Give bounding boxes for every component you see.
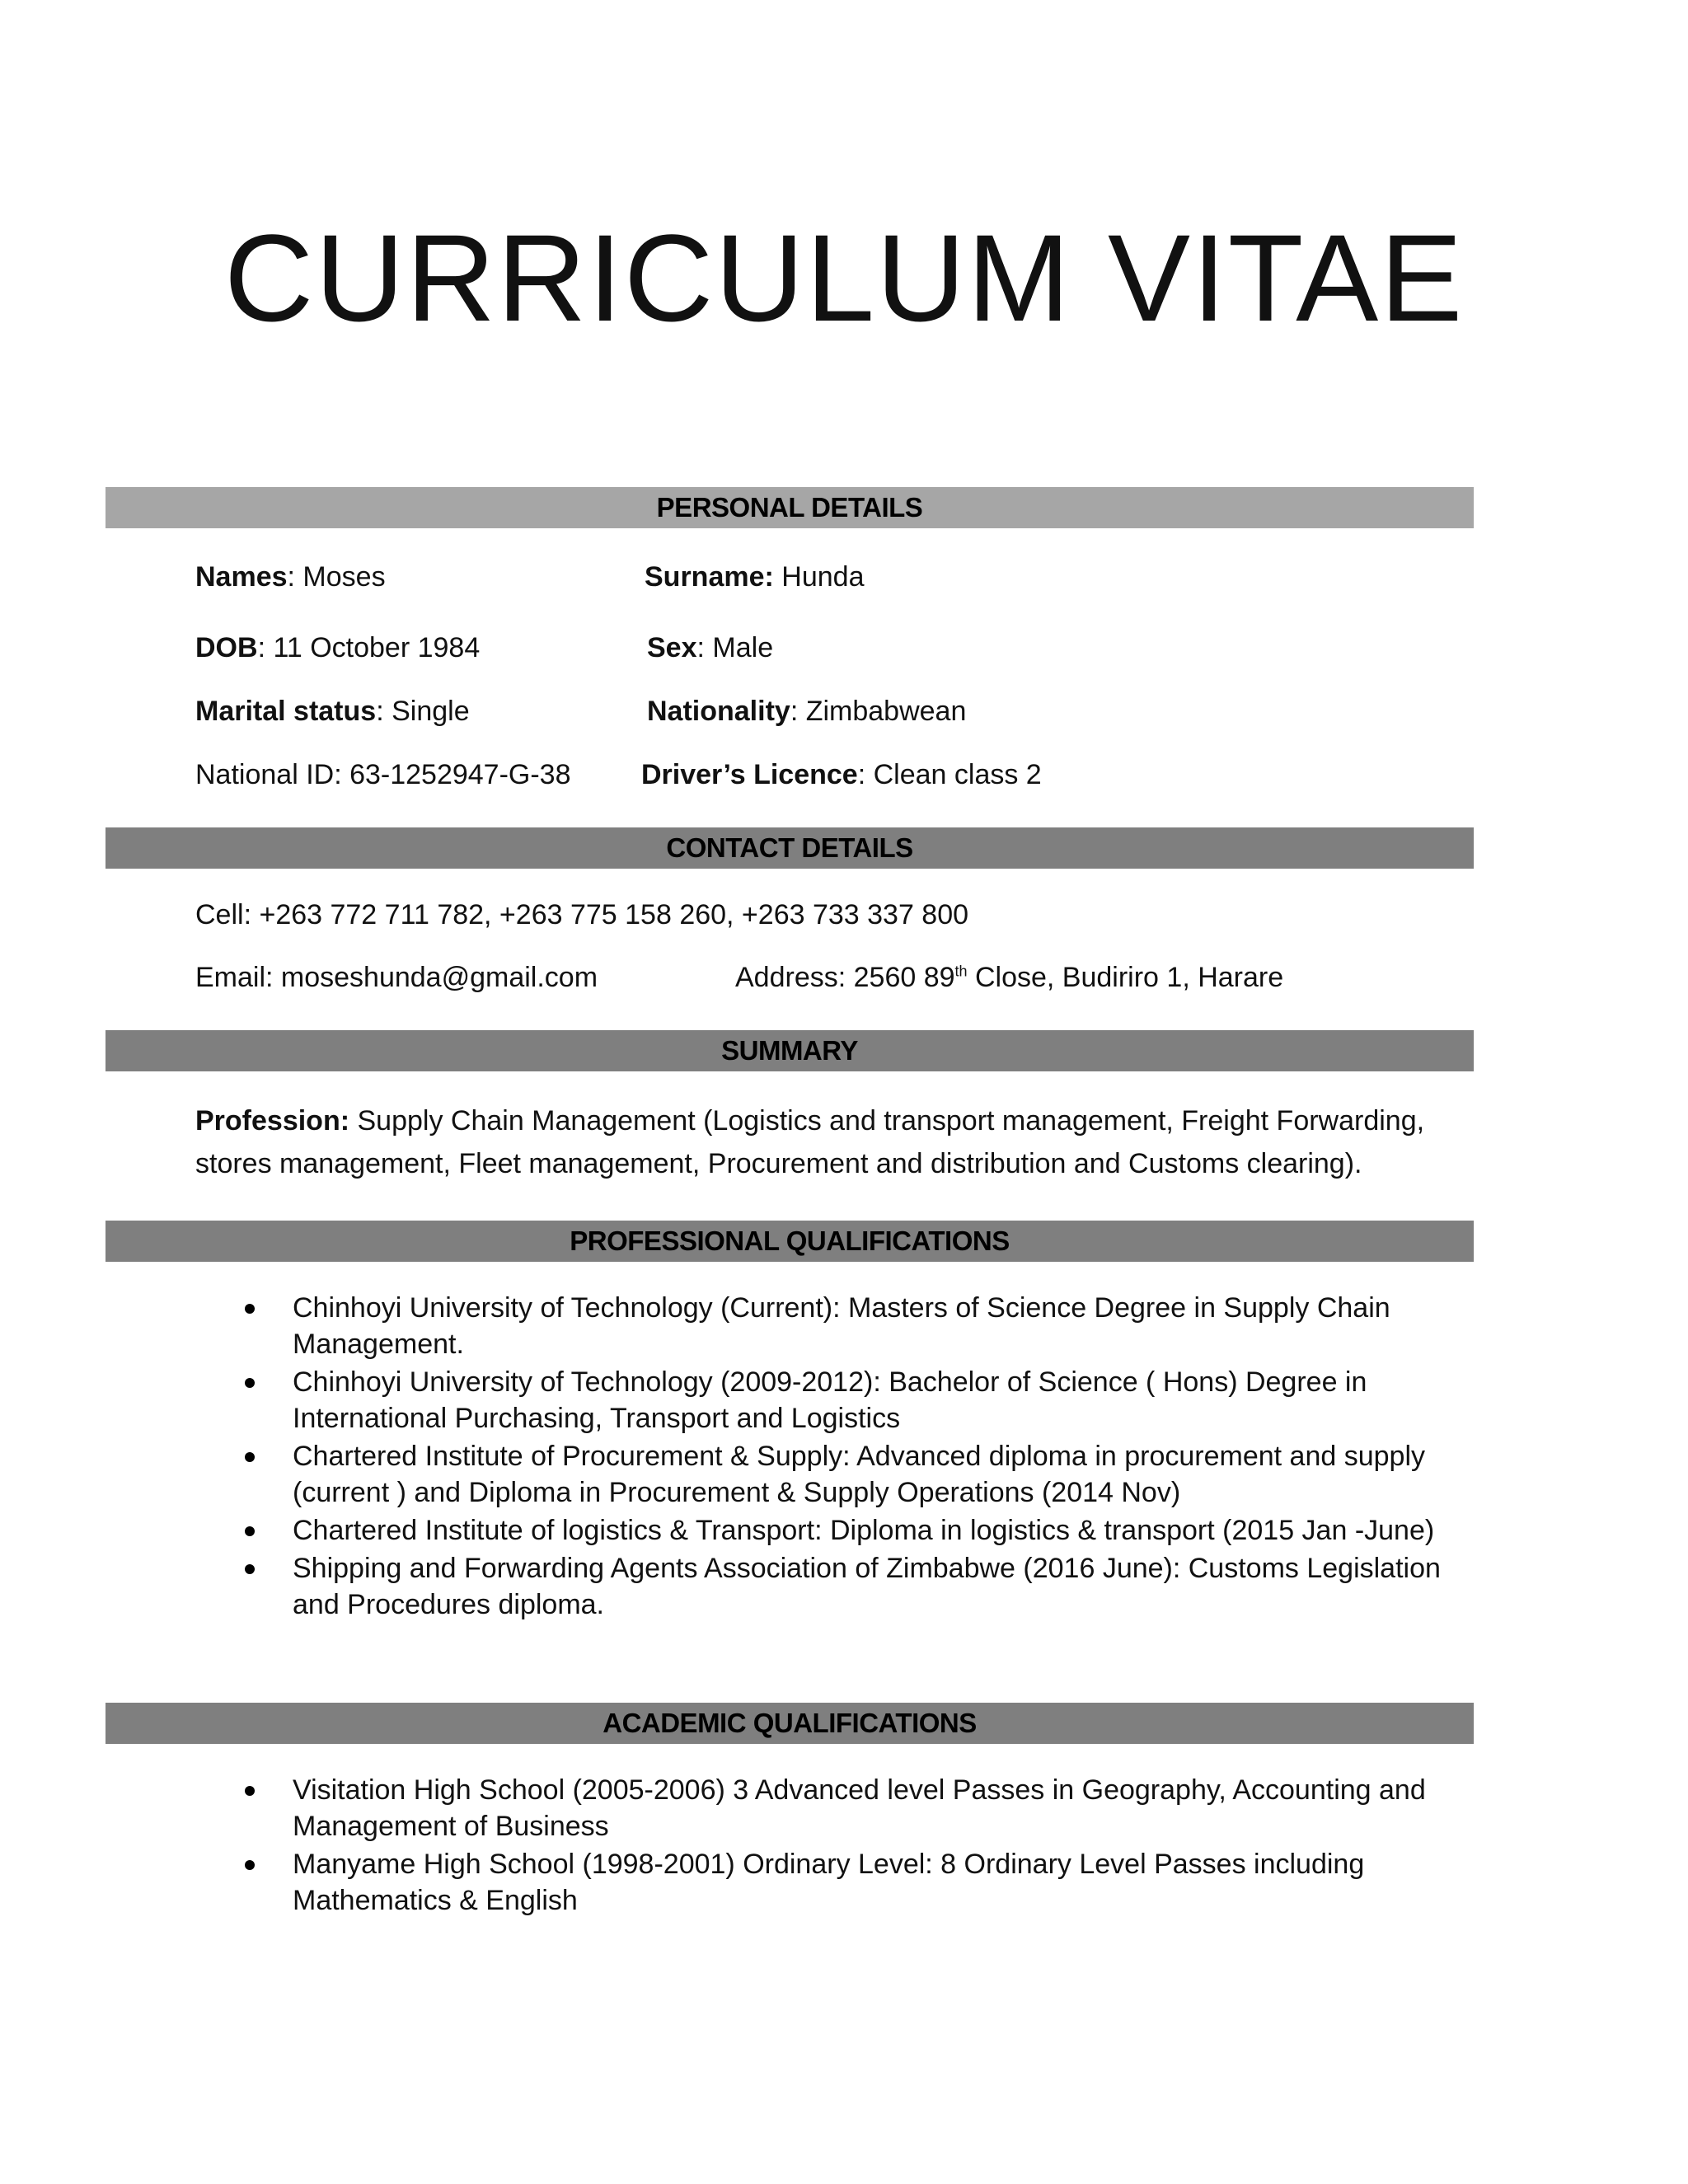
list-item [195,1512,1481,1549]
dob-value: 11 October 1984 [273,632,481,663]
drivers-licence-field: Driver’s Licence: Clean class 2 [641,759,1042,790]
list-item [195,1364,1481,1436]
list-item-text: Chinhoyi University of Technology (Current): Masters of Science Degree in Supply Chain Management. [293,1292,1390,1360]
drivers-licence-label: Driver’s Licence [641,759,858,790]
section-header-personal-details: PERSONAL DETAILS [106,487,1474,528]
profession-label: Profession: [195,1105,350,1137]
list-item-text: Chartered Institute of logistics & Transport: Diploma in logistics & transport (2015 Jan -June) [293,1515,1435,1546]
bullet-icon [245,1526,255,1536]
dob-field: DOB: 11 October 1984 [195,632,481,663]
academic-qualifications-list [195,1772,1481,1920]
list-item-text: Manyame High School (1998-2001) Ordinary Level: 8 Ordinary Level Passes including Mathematics & English [293,1849,1365,1916]
section-header-academic-qualifications: ACADEMIC QUALIFICATIONS [106,1703,1474,1744]
nationality-value: Zimbabwean [805,696,967,727]
profession-text: Supply Chain Management (Logistics and transport management, Freight Forwarding, stores management, Fleet management, Procurement and distribution and Customs clearing). [195,1105,1425,1179]
postal-address [735,961,1283,995]
surname-value: Hunda [781,561,865,593]
surname-field [645,560,864,594]
names-field: Names: Moses [195,561,386,593]
section-header-professional-qualifications: PROFESSIONAL QUALIFICATIONS [106,1221,1474,1262]
nationality-field: Nationality: Zimbabwean [647,696,967,727]
email-address: Email: moseshunda@gmail.com [195,962,598,993]
cell-numbers: Cell: +263 772 711 782, +263 775 158 260, +263 733 337 800 [195,899,969,930]
list-item [195,1550,1481,1623]
list-item [195,1846,1481,1919]
address-prefix: Address: 2560 89 [735,962,955,993]
bullet-icon [245,1378,255,1388]
marital-status-field: Marital status: Single [195,696,470,727]
sex-label: Sex [647,632,697,663]
list-item-text: Chinhoyi University of Technology (2009-2012): Bachelor of Science ( Hons) Degree in International Purchasing, Transport and Logistics [293,1366,1367,1434]
list-item-text: Shipping and Forwarding Agents Association of Zimbabwe (2016 June): Customs Legislation and Procedures diploma. [293,1553,1441,1620]
sex-field: Sex: Male [647,632,774,663]
list-item-text: Visitation High School (2005-2006) 3 Advanced level Passes in Geography, Accounting and Management of Business [293,1774,1426,1842]
sex-value: Male [712,632,774,663]
surname-label: Surname: [645,561,774,593]
names-value: Moses [302,561,386,593]
section-header-summary: SUMMARY [106,1030,1474,1071]
address-suffix: Close, Budiriro 1, Harare [967,962,1284,993]
profession-summary [195,1099,1481,1185]
document-title: CURRICULUM VITAE [224,209,1465,347]
marital-status-value: Single [392,696,470,727]
dob-label: DOB [195,632,258,663]
national-id-field: National ID: 63-1252947-G-38 [195,759,571,790]
professional-qualifications-list [195,1290,1481,1624]
bullet-icon [245,1564,255,1574]
names-label: Names [195,561,288,593]
list-item [195,1438,1481,1511]
list-item [195,1772,1481,1844]
bullet-icon [245,1304,255,1314]
list-item [195,1290,1481,1362]
bullet-icon [245,1452,255,1462]
nationality-label: Nationality [647,696,790,727]
list-item-text: Chartered Institute of Procurement & Supply: Advanced diploma in procurement and supply (current ) and Diploma in Procurement & Supply Operations (2014 Nov) [293,1441,1425,1508]
marital-status-label: Marital status [195,696,377,727]
bullet-icon [245,1860,255,1870]
address-superscript: th [954,963,968,980]
bullet-icon [245,1786,255,1796]
section-header-contact-details: CONTACT DETAILS [106,827,1474,869]
drivers-licence-value: Clean class 2 [873,759,1042,790]
